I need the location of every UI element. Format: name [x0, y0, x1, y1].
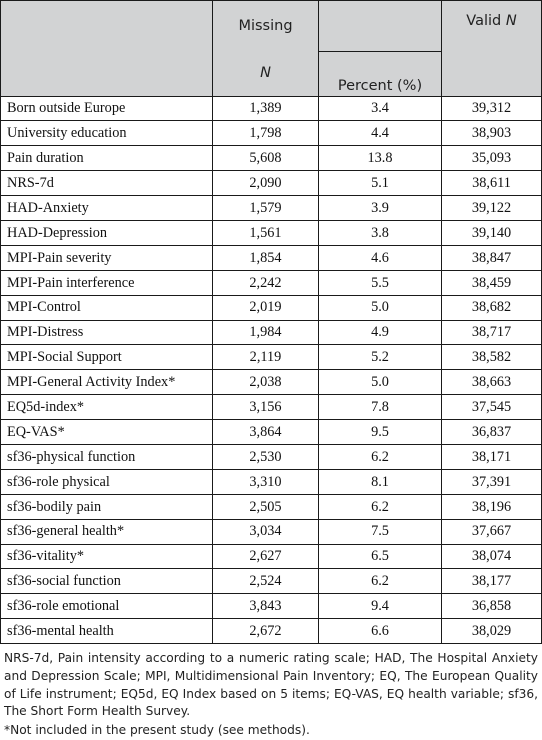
table-row: [1, 519, 542, 544]
header-blank-cell: [319, 1, 442, 52]
valid-n-cell: 39,122: [442, 196, 542, 221]
table-row: [1, 370, 542, 395]
table-row: [1, 320, 542, 345]
valid-n-cell: 38,029: [442, 619, 542, 644]
row-label: University education: [1, 121, 213, 146]
row-label: Pain duration: [1, 146, 213, 171]
missing-n-cell: 1,798: [213, 121, 319, 146]
valid-n-cell: 38,459: [442, 270, 542, 295]
header-blank-cell: [442, 51, 542, 96]
valid-n-cell: 38,903: [442, 121, 542, 146]
missing-n-cell: 1,984: [213, 320, 319, 345]
table-header: [1, 1, 542, 97]
missing-n-cell: 3,843: [213, 594, 319, 619]
row-label: HAD-Depression: [1, 220, 213, 245]
valid-n-cell: 38,582: [442, 345, 542, 370]
missing-percent-cell: 6.2: [319, 444, 442, 469]
table-body: [1, 96, 542, 644]
missing-n-cell: 3,864: [213, 420, 319, 445]
missing-percent-cell: 6.5: [319, 544, 442, 569]
row-label: MPI-Pain severity: [1, 245, 213, 270]
missing-percent-cell: 6.6: [319, 619, 442, 644]
missing-n-cell: 3,034: [213, 519, 319, 544]
table-row: [1, 569, 542, 594]
valid-n-cell: 36,837: [442, 420, 542, 445]
row-label: sf36-role physical: [1, 469, 213, 494]
missing-percent-cell: 13.8: [319, 146, 442, 171]
table-row: [1, 96, 542, 121]
missing-percent-cell: 4.9: [319, 320, 442, 345]
table-row: [1, 171, 542, 196]
missing-percent-cell: 4.6: [319, 245, 442, 270]
header-valid-n: [442, 1, 542, 52]
missing-percent-cell: 8.1: [319, 469, 442, 494]
header-blank-cell: [1, 1, 213, 52]
missing-n-cell: 2,038: [213, 370, 319, 395]
missing-percent-cell: 6.2: [319, 569, 442, 594]
valid-n-cell: 35,093: [442, 146, 542, 171]
table-row: [1, 220, 542, 245]
header-valid-n-symbol: N: [505, 13, 517, 29]
table-row: [1, 395, 542, 420]
row-label: HAD-Anxiety: [1, 196, 213, 221]
valid-n-cell: 38,847: [442, 245, 542, 270]
missing-percent-cell: 3.8: [319, 220, 442, 245]
valid-n-cell: 38,682: [442, 295, 542, 320]
valid-n-cell: 39,140: [442, 220, 542, 245]
missing-n-cell: 3,310: [213, 469, 319, 494]
table-row: [1, 295, 542, 320]
row-label: MPI-Pain interference: [1, 270, 213, 295]
header-percent: Percent (%): [319, 51, 442, 96]
table-row: [1, 420, 542, 445]
table-row: [1, 619, 542, 644]
table-row: [1, 469, 542, 494]
missing-percent-cell: 5.0: [319, 295, 442, 320]
table-row: [1, 544, 542, 569]
missing-percent-cell: 5.1: [319, 171, 442, 196]
missing-percent-cell: 5.5: [319, 270, 442, 295]
valid-n-cell: 38,717: [442, 320, 542, 345]
header-row-1: [1, 1, 542, 52]
header-n: N: [213, 51, 319, 96]
missing-n-cell: 2,242: [213, 270, 319, 295]
table-row: [1, 121, 542, 146]
missing-n-cell: 5,608: [213, 146, 319, 171]
missing-n-cell: 2,090: [213, 171, 319, 196]
missing-n-cell: 2,119: [213, 345, 319, 370]
valid-n-cell: 37,391: [442, 469, 542, 494]
row-label: sf36-bodily pain: [1, 494, 213, 519]
row-label: MPI-Distress: [1, 320, 213, 345]
row-label: MPI-Control: [1, 295, 213, 320]
table-row: [1, 345, 542, 370]
valid-n-cell: 38,196: [442, 494, 542, 519]
missing-percent-cell: 9.5: [319, 420, 442, 445]
table-row: [1, 196, 542, 221]
missing-n-cell: 2,524: [213, 569, 319, 594]
row-label: NRS-7d: [1, 171, 213, 196]
missing-percent-cell: 6.2: [319, 494, 442, 519]
row-label: sf36-vitality*: [1, 544, 213, 569]
row-label: Born outside Europe: [1, 96, 213, 121]
header-row-2: [1, 51, 542, 96]
missing-percent-cell: 7.8: [319, 395, 442, 420]
missing-percent-cell: 7.5: [319, 519, 442, 544]
row-label: sf36-role emotional: [1, 594, 213, 619]
valid-n-cell: 36,858: [442, 594, 542, 619]
table-row: [1, 245, 542, 270]
table-footnote: [4, 650, 538, 740]
missing-n-cell: 1,854: [213, 245, 319, 270]
missing-percent-cell: 4.4: [319, 121, 442, 146]
missing-n-cell: 2,505: [213, 494, 319, 519]
asterisk-note: *Not included in the present study (see methods).: [4, 723, 310, 738]
missing-n-cell: 1,579: [213, 196, 319, 221]
row-label: sf36-general health*: [1, 519, 213, 544]
missing-percent-cell: 3.4: [319, 96, 442, 121]
row-label: EQ5d-index*: [1, 395, 213, 420]
table-row: [1, 444, 542, 469]
valid-n-cell: 38,663: [442, 370, 542, 395]
valid-n-cell: 38,177: [442, 569, 542, 594]
table-row: [1, 270, 542, 295]
missing-n-cell: 2,627: [213, 544, 319, 569]
table-row: [1, 146, 542, 171]
missing-n-cell: 2,672: [213, 619, 319, 644]
valid-n-cell: 38,171: [442, 444, 542, 469]
missing-n-cell: 2,019: [213, 295, 319, 320]
table-row: [1, 494, 542, 519]
missing-n-cell: 1,561: [213, 220, 319, 245]
valid-n-cell: 39,312: [442, 96, 542, 121]
missing-percent-cell: 5.2: [319, 345, 442, 370]
header-valid-label: Valid: [466, 13, 506, 29]
missing-percent-cell: 3.9: [319, 196, 442, 221]
row-label: MPI-General Activity Index*: [1, 370, 213, 395]
row-label: MPI-Social Support: [1, 345, 213, 370]
row-label: sf36-physical function: [1, 444, 213, 469]
abbreviations-note: NRS-7d, Pain intensity according to a numeric rating scale; HAD, The Hospital Anxiety and Depression Scale; MPI, Multidimensional Pain Inventory; EQ, The European Quality of Life instrument; EQ5d, EQ Index based on 5 items; EQ-VAS, EQ health variable; sf36, The Short Form Health Survey.: [4, 651, 538, 719]
row-label: sf36-social function: [1, 569, 213, 594]
valid-n-cell: 38,611: [442, 171, 542, 196]
valid-n-cell: 37,545: [442, 395, 542, 420]
valid-n-cell: 38,074: [442, 544, 542, 569]
valid-n-cell: 37,667: [442, 519, 542, 544]
table-row: [1, 594, 542, 619]
header-missing: Missing: [213, 1, 319, 52]
row-label: sf36-mental health: [1, 619, 213, 644]
missing-n-cell: 2,530: [213, 444, 319, 469]
missing-percent-cell: 5.0: [319, 370, 442, 395]
row-label: EQ-VAS*: [1, 420, 213, 445]
missing-n-cell: 3,156: [213, 395, 319, 420]
missing-percent-cell: 9.4: [319, 594, 442, 619]
header-blank-cell: [1, 51, 213, 96]
missing-n-cell: 1,389: [213, 96, 319, 121]
